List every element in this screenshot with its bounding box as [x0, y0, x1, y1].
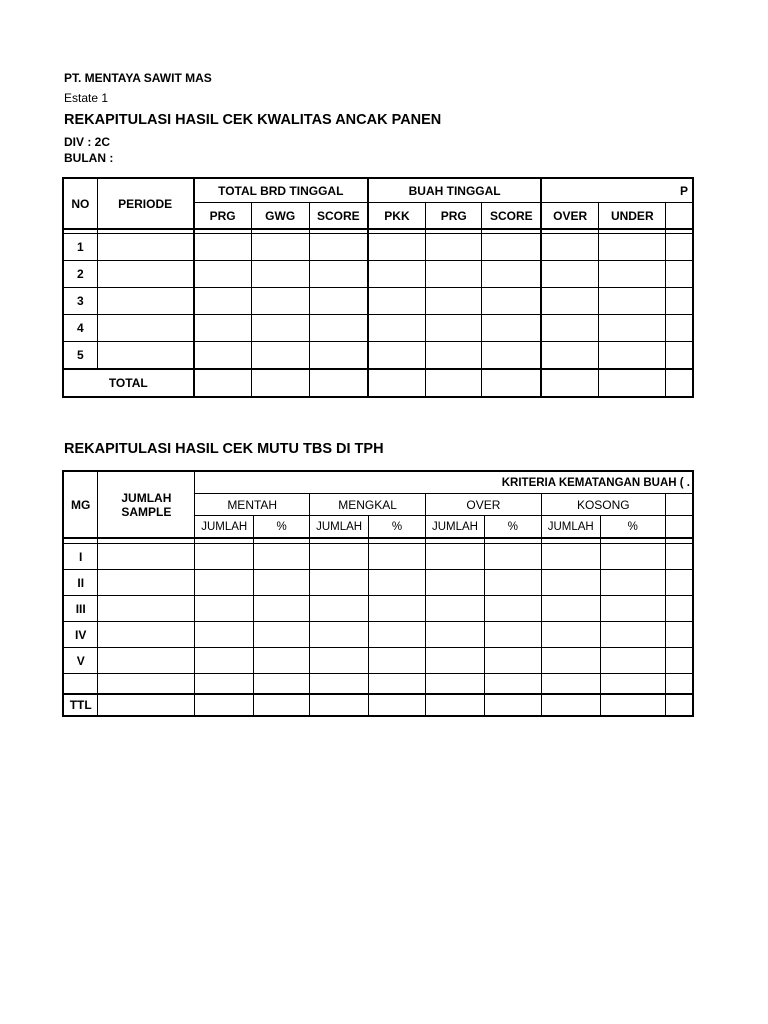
table-row	[63, 342, 693, 370]
total-label: TOTAL	[63, 369, 194, 397]
row-label: I	[63, 544, 98, 570]
mutu-tbs-table	[62, 470, 694, 717]
row-number: 4	[63, 315, 97, 342]
sub-header-score: SCORE	[482, 203, 541, 230]
col-header-no: NO	[63, 178, 97, 229]
row-number: 2	[63, 261, 97, 288]
group-header-p: P	[541, 178, 693, 203]
group-header-buah-tinggal: BUAH TINGGAL	[368, 178, 541, 203]
table2-title: REKAPITULASI HASIL CEK MUTU TBS DI TPH	[64, 441, 384, 457]
table2-container	[62, 470, 694, 729]
table-row	[63, 570, 693, 596]
sub-header-percent: %	[369, 516, 426, 539]
row-number: 3	[63, 288, 97, 315]
total-row	[63, 694, 693, 716]
sub-header-jumlah: JUMLAH	[426, 516, 485, 539]
table1-container	[62, 177, 694, 404]
total-label: TTL	[63, 694, 98, 716]
col-header-jumlah-sample: JUMLAH SAMPLE	[98, 471, 195, 538]
group-header-brd-tinggal: TOTAL BRD TINGGAL	[194, 178, 369, 203]
table-row	[63, 261, 693, 288]
empty-cell	[666, 203, 693, 230]
table-row	[63, 674, 693, 695]
group-header-kosong: KOSONG	[541, 494, 665, 516]
estate-label: Estate 1	[64, 91, 109, 105]
sub-header-percent: %	[600, 516, 665, 539]
group-header-mengkal: MENGKAL	[310, 494, 426, 516]
sub-header-score: SCORE	[309, 203, 368, 230]
col-header-mg: MG	[63, 471, 98, 538]
sub-header-prg: PRG	[194, 203, 252, 230]
table-row	[63, 622, 693, 648]
sub-header-gwg: GWG	[251, 203, 309, 230]
row-label: III	[63, 596, 98, 622]
company-name: PT. MENTAYA SAWIT MAS	[64, 71, 212, 85]
ancak-panen-table	[62, 177, 694, 398]
col-header-periode: PERIODE	[97, 178, 193, 229]
group-header-mentah: MENTAH	[195, 494, 310, 516]
sub-header-percent: %	[484, 516, 541, 539]
table-row	[63, 234, 693, 261]
table1-title: REKAPITULASI HASIL CEK KWALITAS ANCAK PANEN	[64, 112, 442, 128]
row-number: 1	[63, 234, 97, 261]
table-row	[63, 288, 693, 315]
sub-header-jumlah: JUMLAH	[195, 516, 254, 539]
table-row	[63, 596, 693, 622]
row-label: II	[63, 570, 98, 596]
sub-header-percent: %	[254, 516, 310, 539]
sub-header-jumlah: JUMLAH	[310, 516, 369, 539]
table-row	[63, 648, 693, 674]
total-row	[63, 369, 693, 397]
sub-header-over: OVER	[541, 203, 598, 230]
group-header-over: OVER	[426, 494, 542, 516]
sub-header-pkk: PKK	[368, 203, 425, 230]
month-label: BULAN :	[64, 151, 114, 165]
table-row	[63, 544, 693, 570]
division-label: DIV : 2C	[64, 135, 111, 149]
row-number: 5	[63, 342, 97, 370]
sub-header-jumlah: JUMLAH	[541, 516, 600, 539]
row-label: V	[63, 648, 98, 674]
row-label: IV	[63, 622, 98, 648]
sub-header-under: UNDER	[599, 203, 666, 230]
sub-header-prg: PRG	[425, 203, 482, 230]
table-row	[63, 315, 693, 342]
group-header-kriteria: KRITERIA KEMATANGAN BUAH ( .	[195, 471, 693, 494]
